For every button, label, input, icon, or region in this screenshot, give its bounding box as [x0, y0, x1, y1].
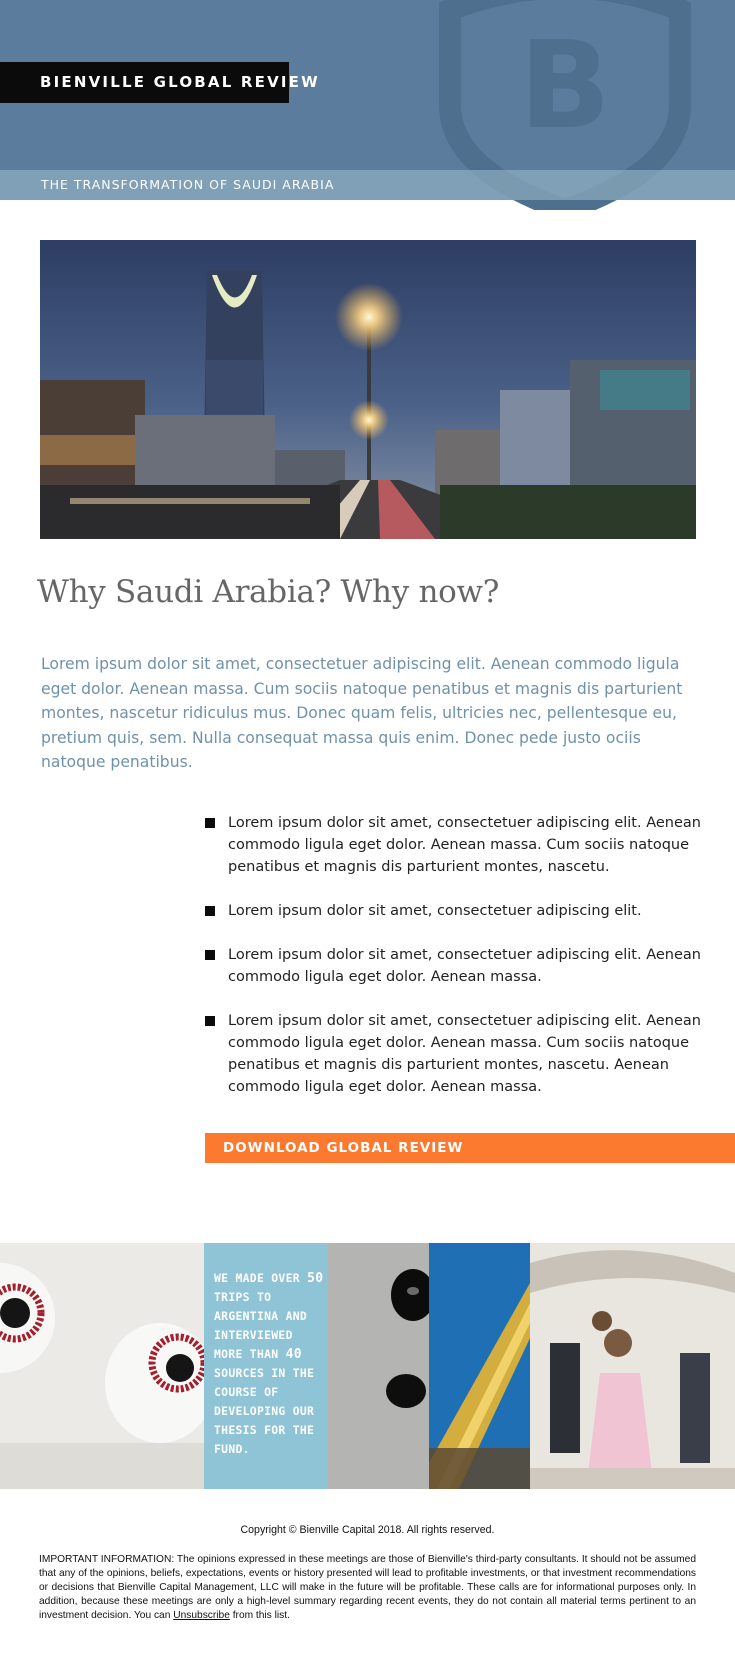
bullet-square-icon — [205, 818, 215, 828]
copyright-text: Copyright © Bienville Capital 2018. All rights reserved. — [240, 1524, 495, 1536]
list-item-text: Lorem ipsum dolor sit amet, consectetuer adipiscing elit. Aenean commodo ligula eget dolor. Aenean massa. — [228, 947, 701, 985]
list-item — [205, 812, 705, 878]
quote-pre: WE MADE OVER — [214, 1271, 300, 1285]
legal-text-end: from this list. — [232, 1610, 290, 1621]
brand-title: BIENVILLE GLOBAL REVIEW — [40, 73, 320, 91]
quote-number-sources: 40 — [285, 1347, 302, 1362]
legal-disclaimer — [39, 1553, 696, 1623]
list-item — [205, 1010, 705, 1098]
list-item — [205, 900, 705, 922]
bullet-square-icon — [205, 906, 215, 916]
bullet-square-icon — [205, 950, 215, 960]
list-item-text: Lorem ipsum dolor sit amet, consectetuer adipiscing elit. Aenean commodo ligula eget dolor. Aenean massa. Cum sociis natoque penatibus et magnis dis parturient montes, nascetu. — [228, 815, 701, 875]
list-item — [205, 944, 705, 988]
list-item-text: Lorem ipsum dolor sit amet, consectetuer adipiscing elit. Aenean commodo ligula eget dolor. Aenean massa. Cum sociis natoque penatibus et magnis dis parturient montes, nascetu. Aenean commodo ligula eget dolor. Aenean massa. — [228, 1013, 701, 1095]
strip-photo-men — [0, 1243, 204, 1489]
quote-text — [214, 1269, 326, 1459]
quote-number-trips: 50 — [307, 1271, 324, 1286]
quote-mid: TRIPS TO ARGENTINA AND INTERVIEWED MORE THAN — [214, 1290, 308, 1361]
intro-paragraph: Lorem ipsum dolor sit amet, consectetuer adipiscing elit. Aenean commodo ligula eget dolor. Aenean massa. Cum sociis natoque penatibus et magnis dis parturient montes, nascetur ridiculus mus. Donec quam felis, ultricies nec, pellentesque eu, pretium quis, sem. Nulla consequat massa quis enim. Donec pede justo ociis natoque penatibus. — [41, 655, 683, 771]
bullet-list — [205, 812, 705, 1120]
download-global-review-button[interactable]: DOWNLOAD GLOBAL REVIEW — [205, 1133, 735, 1163]
bullet-square-icon — [205, 1016, 215, 1026]
subtitle-text: THE TRANSFORMATION OF SAUDI ARABIA — [41, 177, 335, 192]
quote-post: SOURCES IN THE COURSE OF DEVELOPING OUR THESIS FOR THE FUND. — [214, 1366, 315, 1456]
hero-image — [40, 240, 696, 539]
photo-strip — [0, 1243, 735, 1489]
logo-letter: B — [519, 17, 611, 156]
article-headline: Why Saudi Arabia? Why now? — [37, 574, 500, 610]
unsubscribe-link[interactable]: Unsubscribe — [173, 1610, 230, 1621]
legal-text: IMPORTANT INFORMATION: The opinions expressed in these meetings are those of Bienville's third-party consultants. It should not be assumed that any of the opinions, beliefs, expectations, events or history presented will lead to profitable investments, or that investment recommendations or decisions that Bienville Capital Management, LLC will make in the future will be profitable. These calls are for informational purposes only. In addition, because these meetings are only a high-level summary regarding recent events, they do not contain all material terms pertinent to an investment decision. You can — [39, 1554, 696, 1621]
strip-photo-pipeline — [429, 1243, 530, 1489]
strip-photo-oil-drops — [328, 1243, 429, 1489]
strip-photo-family — [530, 1243, 735, 1489]
list-item-text: Lorem ipsum dolor sit amet, consectetuer adipiscing elit. — [228, 903, 642, 919]
